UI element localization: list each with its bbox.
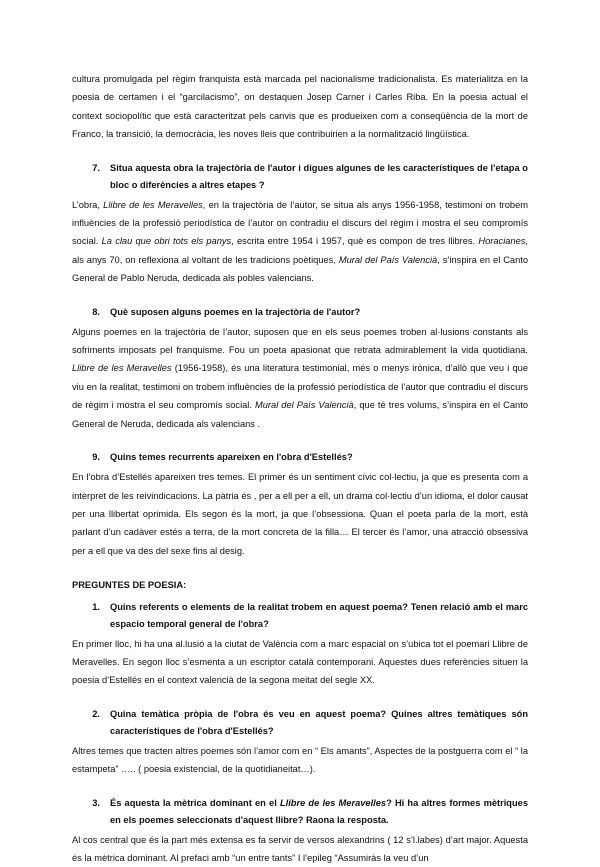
question-7 <box>72 160 528 194</box>
answer-7: L’obra, Llibre de les Meravelles, en la trajectòria de l’autor, se situa als anys 1956-1958, testimoni on trobem influències de la professió periodística de l’autor on contradiu el discurs del règim i mostra el seu compromís social. La clau que obri tots els panys, escrita entre 1954 i 1957, què es compon de tres llibres. Horacianes, als anys 70, on reflexiona al voltant de les tradicions poètiques, Mural del País Valencià, s’inspira en el Canto General de Pablo Neruda, dedicada als pobles valencians. <box>72 199 529 284</box>
section-heading: PREGUNTES DE POESIA: <box>72 580 187 591</box>
poetry-answer-3: Al cos central que és la part més extensa es fa servir de versos alexandrins ( 12 s’l.labes) d’art major. Aquesta és la mètrica dominant. Al prefaci amb “un entre tants” I l’epileg “Assumiràs la veu d’un <box>72 834 528 863</box>
poetry-answer-2: Altres temes que tracten altres poemes són l’amor com en “ Els amants”, Aspectes de la postguerra com el “ la estampeta” ….. ( poesia existencial, de la quotidianeitat…). <box>72 745 528 775</box>
question-number: 2. <box>92 708 100 719</box>
question-number: 3. <box>92 797 100 808</box>
question-9 <box>72 449 528 466</box>
poetry-answer-1: En primer lloc, hi ha una al.lusió a la ciutat de València com a marc espacial on s’ubica tot el poemari Llibre de Meravelles. En segon lloc s’esmenta a un escriptor català contemporani. Aquestes dues referències situen la poesia d’Estellés en el context valencià de la segona meitat del segle XX. <box>72 638 528 686</box>
question-text: És aquesta la mètrica dominant en el Llibre de les Meravelles? Hi ha altres formes mètriques en els poemes seleccionats d'aquest llibre? Raona la resposta. <box>110 797 528 825</box>
book-title: Llibre de les Meravelles <box>103 199 203 210</box>
poetry-question-2 <box>72 706 528 740</box>
book-title: Horacianes <box>478 236 526 247</box>
book-title: Mural del País Valencià <box>338 254 438 265</box>
question-number: 8. <box>92 306 100 317</box>
document-page <box>72 70 528 867</box>
question-text: Quina temàtica pròpia de l'obra és veu en aquest poema? Quines altres temàtiques són característiques de l'obra d'Estellés? <box>110 708 528 736</box>
question-number: 1. <box>92 601 100 612</box>
book-title: Llibre de les Meravelles <box>72 363 172 374</box>
intro-paragraph: cultura promulgada pel règim franquista està marcada pel nacionalisme tradicionalista. Es materialitza en la poesia de certamen i el “garcilacismo”, on destaquen Josep Carner i Carles Riba. En la poesia actual el context sociopolític que està caracteritzat pels canvis que es produeixen com a conseqüència de la mort de Franco, la transició, la democràcia, les noves lleis que contribuirien a la normalització lingüística. <box>72 74 528 140</box>
book-title: Llibre de les Meravelles <box>279 797 387 808</box>
book-title: Mural del País Valencià <box>255 400 354 411</box>
poetry-question-3 <box>72 795 528 829</box>
question-number: 9. <box>92 452 100 463</box>
book-title: La clau que obri tots els panys <box>101 236 232 247</box>
question-text: Quins referents o elements de la realitat trobem en aquest poema? Tenen relació amb el marc espacio temporal general de l'obra? <box>110 601 528 629</box>
question-text: Situa aquesta obra la trajectòria de l'autor i digues algunes de les característiques de l'etapa o bloc o diferències a altres etapes ? <box>110 162 528 190</box>
question-number: 7. <box>92 162 100 173</box>
answer-9: En l’obra d’Estellés apareixen tres temes. El primer és un sentiment cívic col·lectiu, ja que es presenta com a intèrpret de les reivindicacions. La pàtria és , per a ell per a ell, un drama col·lectiu d’un idioma, el dolor causat per una llibertat oprimida. Els segon és la mort, ja que l’obsessiona. Quan el poeta parla de la mort, està parlant d’un cadàver estés a terra, de la mort concreta de la filla… El tercer és l’amor, una atracció obsessiva per a ell que va des del sexe fins al desig. <box>72 472 528 556</box>
poetry-question-1 <box>72 599 528 633</box>
question-text: Què suposen alguns poemes en la trajectòria de l'autor? <box>110 306 361 317</box>
answer-8: Alguns poemes en la trajectòria de l’autor, suposen que en els seus poemes troben al·lusions constants als sofriments imposats pel franquisme. Fou un poeta apasionat que retrata admirablement la vida quotidiana. Llibre de les Meravelles (1956-1958), és una literatura testimonial, més o menys irònica, d’allò que veu i que viu en la realitat, testimoni on trobem influències de la professió periodística de l’autor que contradiu el discurs de règim i mostra el seu compromís social. Mural del País Valencià, que té tres volums, s’inspira en el Canto General de Neruda, dedicada als valencians . <box>72 326 528 429</box>
question-8 <box>72 304 528 321</box>
question-text: Quins temes recurrents apareixen en l'obra d'Estellés? <box>110 452 353 463</box>
